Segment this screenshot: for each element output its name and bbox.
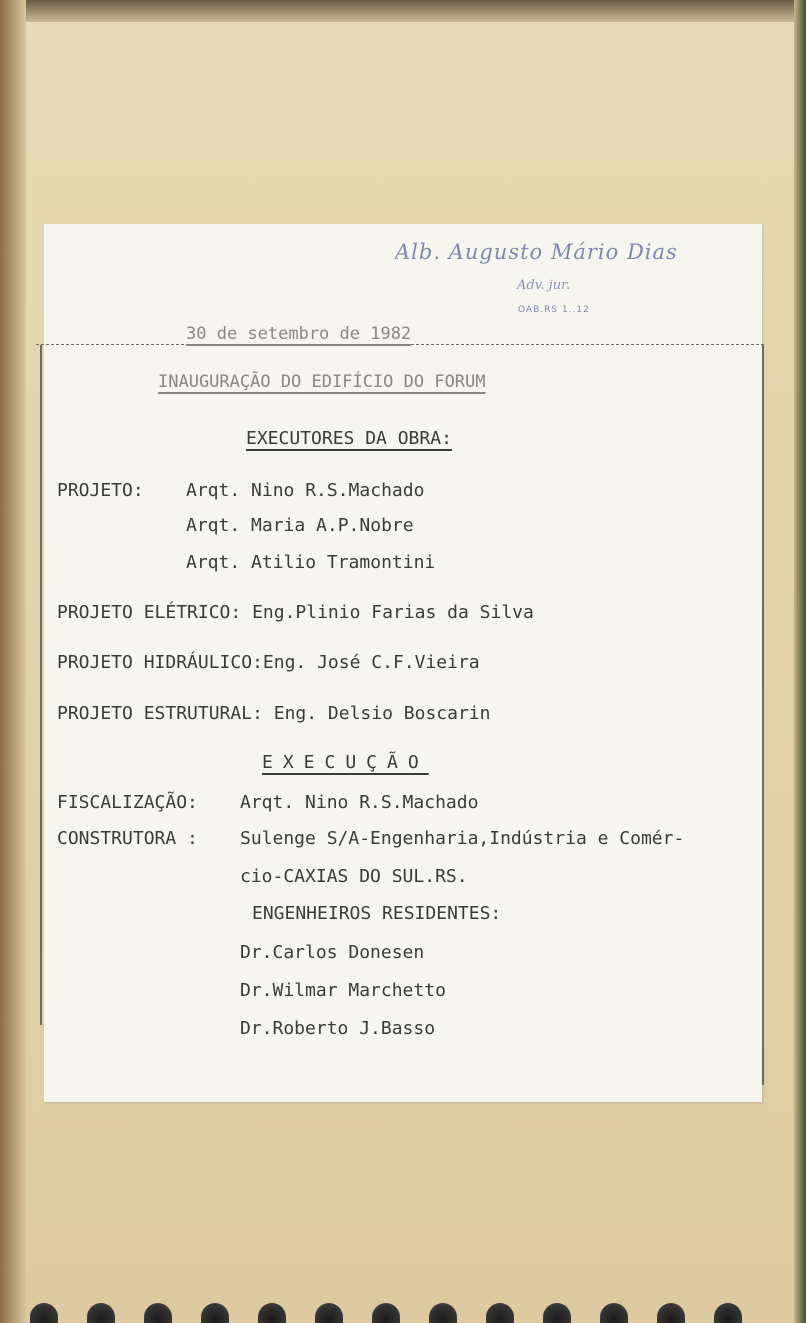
construtora-label: CONSTRUTORA : bbox=[57, 828, 198, 849]
projeto-name: Arqt. Maria A.P.Nobre bbox=[186, 515, 414, 536]
fiscalizacao-label: FISCALIZAÇÃO: bbox=[57, 792, 198, 813]
binding-hole bbox=[714, 1303, 742, 1323]
projeto-eletrico: PROJETO ELÉTRICO: Eng.Plinio Farias da Silva bbox=[57, 602, 534, 623]
binding-hole bbox=[486, 1303, 514, 1323]
album-top-edge bbox=[0, 0, 806, 22]
section-execucao: EXECUÇÃO bbox=[262, 752, 429, 773]
album-right-edge bbox=[794, 0, 806, 1323]
binding-hole bbox=[372, 1303, 400, 1323]
registration-stamp: OAB.RS 1..12 bbox=[518, 305, 590, 315]
engenheiro-name: Dr.Wilmar Marchetto bbox=[240, 980, 446, 1001]
engenheiros-heading: ENGENHEIROS RESIDENTES: bbox=[252, 903, 502, 924]
engenheiro-name: Dr.Roberto J.Basso bbox=[240, 1018, 436, 1039]
handwritten-note: Adv. jur. bbox=[517, 278, 571, 293]
album-left-edge bbox=[0, 0, 26, 1323]
binding-hole bbox=[144, 1303, 172, 1323]
frame-left-line bbox=[40, 345, 42, 1025]
binding-hole bbox=[258, 1303, 286, 1323]
binding-hole bbox=[657, 1303, 685, 1323]
handwritten-signature: Alb. Augusto Mário Dias bbox=[395, 240, 678, 264]
construtora-value: Sulenge S/A-Engenharia,Indústria e Comér- bbox=[240, 828, 685, 849]
construtora-value-continued: cio-CAXIAS DO SUL.RS. bbox=[240, 866, 468, 887]
binding-hole bbox=[201, 1303, 229, 1323]
projeto-hidraulico: PROJETO HIDRÁULICO:Eng. José C.F.Vieira bbox=[57, 652, 480, 673]
section-executores: EXECUTORES DA OBRA: bbox=[246, 428, 452, 449]
binding-hole bbox=[315, 1303, 343, 1323]
projeto-name: Arqt. Atilio Tramontini bbox=[186, 552, 436, 573]
binding-hole bbox=[429, 1303, 457, 1323]
projeto-estrutural: PROJETO ESTRUTURAL: Eng. Delsio Boscarin bbox=[57, 703, 491, 724]
engenheiro-name: Dr.Carlos Donesen bbox=[240, 942, 425, 963]
binding-hole bbox=[87, 1303, 115, 1323]
binding-hole bbox=[30, 1303, 58, 1323]
fiscalizacao-value: Arqt. Nino R.S.Machado bbox=[240, 792, 479, 813]
date-line: 30 de setembro de 1982 bbox=[186, 324, 412, 344]
document-title: INAUGURAÇÃO DO EDIFÍCIO DO FORUM bbox=[158, 372, 486, 392]
binding-hole bbox=[600, 1303, 628, 1323]
projeto-name: Arqt. Nino R.S.Machado bbox=[186, 480, 425, 501]
frame-top-line bbox=[36, 344, 764, 345]
binding-hole bbox=[543, 1303, 571, 1323]
binding-holes bbox=[0, 1295, 806, 1323]
projeto-label: PROJETO: bbox=[57, 480, 144, 501]
frame-right-line bbox=[762, 345, 764, 1085]
